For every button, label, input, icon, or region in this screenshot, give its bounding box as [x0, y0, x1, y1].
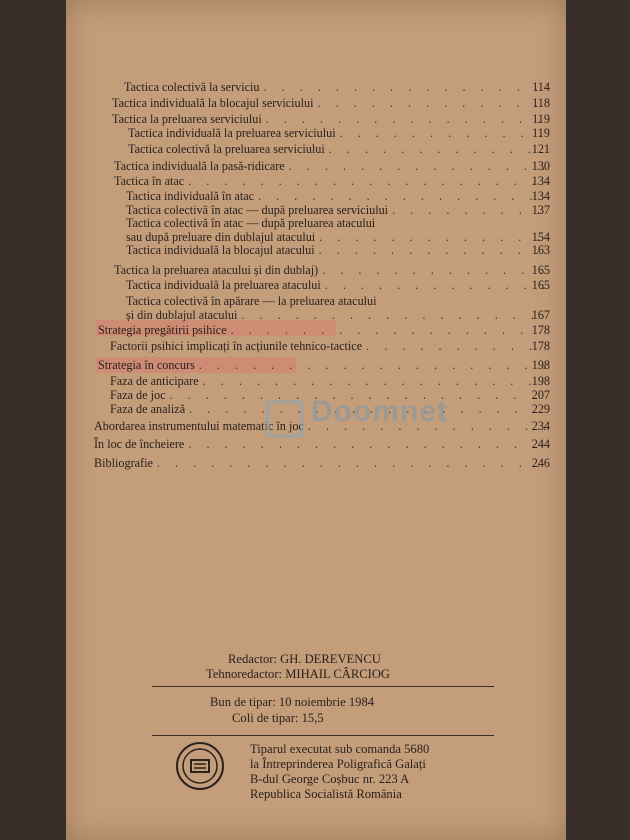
toc-entry-title: Tactica individuală la blocajul serviciului — [112, 96, 314, 110]
toc-entry-page: 130 — [531, 159, 550, 173]
toc-entry-page: 178 — [531, 339, 550, 353]
toc-entry-page: 119 — [532, 126, 550, 140]
book-page — [66, 0, 566, 840]
toc-entry-page: 121 — [531, 142, 550, 156]
toc-entry — [94, 456, 550, 471]
toc-entry — [126, 189, 550, 204]
toc-entry-page: 198 — [531, 358, 550, 372]
toc-entry-title: Bibliografie — [94, 456, 153, 470]
toc-entry-title: Faza de anticipare — [110, 374, 199, 388]
toc-entry-page: 134 — [531, 189, 550, 203]
leader-dots — [325, 278, 546, 293]
toc-entry — [114, 263, 550, 278]
tipar-line-1: Tiparul executat sub comanda 5680 — [250, 742, 430, 756]
leader-dots — [266, 112, 546, 127]
toc-entry-title: În loc de încheiere — [94, 437, 185, 451]
toc-entry-title: Tactica individuală în atac — [126, 189, 255, 203]
toc-entry-page: 165 — [531, 263, 550, 277]
toc-entry-page: 137 — [531, 203, 550, 217]
toc-entry-title: Tactica colectivă în atac — după preluarea serviciului — [126, 203, 389, 217]
toc-entry-page: 134 — [531, 174, 550, 188]
leader-dots — [322, 263, 546, 278]
toc-entry-page: 244 — [531, 437, 550, 451]
toc-entry-page: 167 — [531, 308, 550, 322]
toc-entry — [128, 126, 550, 141]
leader-dots — [264, 80, 546, 95]
toc-entry — [98, 358, 550, 373]
toc-entry — [126, 294, 550, 309]
toc-entry-title: Tactica individuală la pasă-ridicare — [114, 159, 285, 173]
watermark-text: Doomnet — [311, 395, 448, 428]
toc-entry — [110, 339, 550, 354]
leader-dots — [199, 358, 546, 373]
toc-entry-title: Strategia pregătirii psihice — [98, 323, 227, 337]
toc-entry-title: Tactica în atac — [114, 174, 185, 188]
leader-dots — [241, 308, 546, 323]
tipar-line-2: la Întreprinderea Poligrafică Galați — [250, 757, 426, 771]
toc-entry — [112, 96, 550, 111]
toc-entry-title: și din dublajul atacului — [126, 308, 238, 322]
toc-entry-title: Tactica la preluarea serviciului — [112, 112, 262, 126]
watermark — [266, 385, 466, 455]
toc-entry-title: Abordarea instrumentului matematic în joc — [94, 419, 304, 433]
coli-de-tipar-line: Coli de tipar: 15,5 — [232, 711, 324, 725]
toc-entry-page: 234 — [531, 419, 550, 433]
divider-rule — [152, 735, 494, 736]
toc-entry-title: Tactica individuală la preluarea atacului — [126, 278, 321, 292]
toc-entry-page: 154 — [531, 230, 550, 244]
watermark-logo-icon — [266, 400, 304, 438]
toc-entry — [114, 159, 550, 174]
toc-entry — [124, 80, 550, 95]
leader-dots — [318, 96, 546, 111]
leader-dots — [231, 323, 546, 338]
toc-entry-title: Tactica colectivă la serviciu — [124, 80, 260, 94]
toc-entry — [114, 174, 550, 189]
toc-entry-title: Faza de analiză — [110, 402, 186, 416]
toc-entry-title: Tactica colectivă în atac — după preluarea atacului — [126, 216, 376, 230]
toc-entry — [112, 112, 550, 127]
tipar-line-3: B-dul George Coșbuc nr. 223 A — [250, 772, 410, 786]
leader-dots — [289, 159, 546, 174]
leader-dots — [319, 243, 546, 258]
toc-entry-title: Tactica individuală la preluarea serviciului — [128, 126, 336, 140]
toc-entry — [98, 323, 550, 338]
tipar-line-4: Republica Socialistă România — [250, 787, 402, 801]
toc-entry-page: 119 — [532, 112, 550, 126]
redactor-line: Redactor: GH. DEREVENCU — [228, 652, 381, 666]
toc-entry — [126, 278, 550, 293]
toc-entry-page: 229 — [531, 402, 550, 416]
toc-entry-title: Faza de joc — [110, 388, 166, 402]
toc-entry-page: 114 — [532, 80, 550, 94]
bun-de-tipar-line: Bun de tipar: 10 noiembrie 1984 — [210, 695, 375, 709]
toc-entry-title: Strategia în concurs — [98, 358, 195, 372]
leader-dots — [188, 174, 546, 189]
toc-entry-title: Tactica individuală la blocajul atacului — [126, 243, 315, 257]
toc-entry-page: 118 — [532, 96, 550, 110]
printer-logo-icon — [176, 742, 224, 790]
toc-entry-page: 207 — [531, 388, 550, 402]
toc-entry-title: Tactica colectivă la preluarea serviciului — [128, 142, 325, 156]
toc-entry-page: 178 — [531, 323, 550, 337]
toc-entry — [128, 142, 550, 157]
toc-entry-page: 246 — [531, 456, 550, 470]
toc-entry-page: 163 — [531, 243, 550, 257]
toc-entry — [126, 216, 550, 231]
tehnoredactor-line: Tehnoredactor: MIHAIL CÂRCIOG — [206, 667, 391, 681]
toc-entry-title: sau după preluare din dublajul atacului — [126, 230, 316, 244]
toc-entry-title: Tactica la preluarea atacului și din dublaj) — [114, 263, 319, 277]
toc-entry-page: 165 — [531, 278, 550, 292]
toc-entry — [126, 308, 550, 323]
toc-entry-page: 198 — [531, 374, 550, 388]
toc-entry-title: Tactica colectivă în apărare — la preluarea atacului — [126, 294, 377, 308]
toc-entry-title: Factorii psihici implicați în acțiunile tehnico-tactice — [110, 339, 363, 353]
divider-rule — [152, 686, 494, 687]
toc-entry — [126, 243, 550, 258]
leader-dots — [258, 189, 546, 204]
leader-dots — [157, 456, 546, 471]
